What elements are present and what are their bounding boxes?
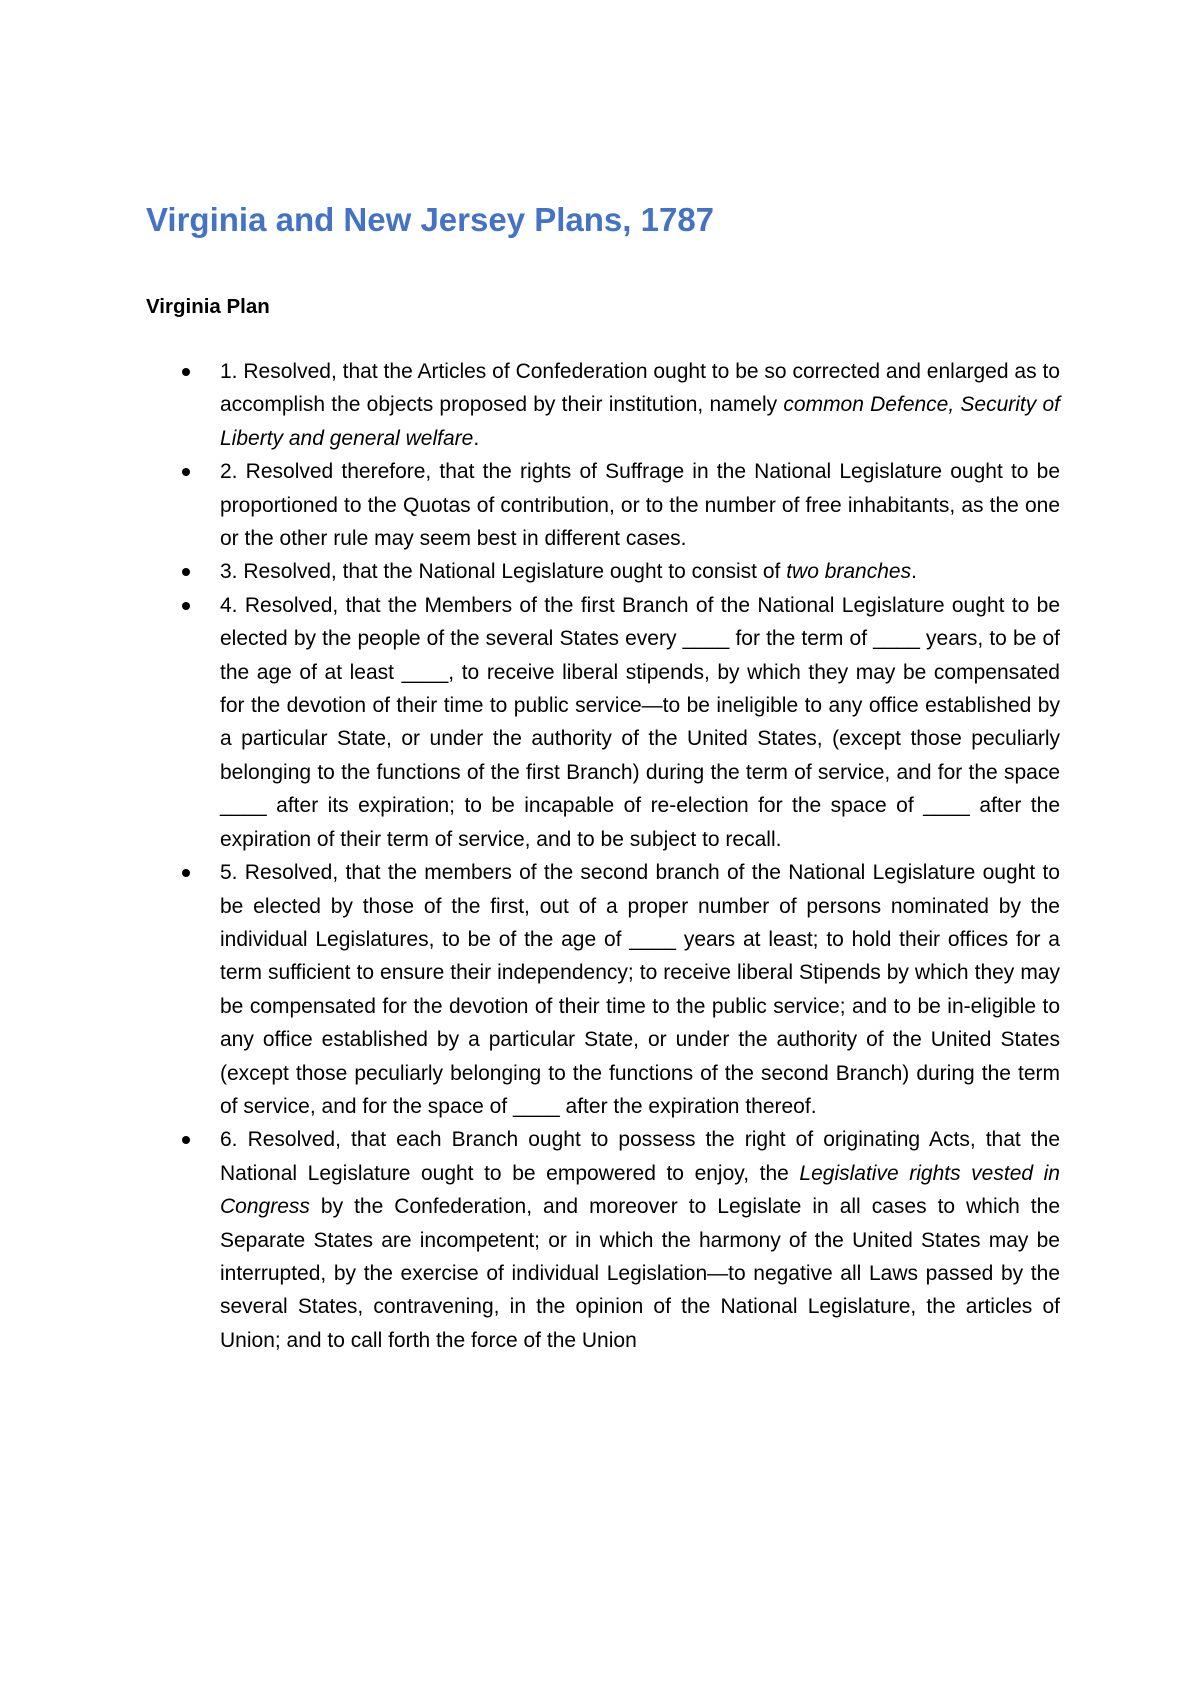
list-item <box>146 355 1060 455</box>
item-text: 6. Resolved, that each Branch ought to possess the right of originating Acts, that the National Legislature ought to be empowered to enjoy, the Legislative rights vested in Congress by the Confederation, and moreover to Legislate in all cases to which the Separate States are incompetent; or in which the harmony of the United States may be interrupted, by the exercise of individual Legislation—to negative all Laws passed by the several States, contravening, in the opinion of the National Legislature, the articles of Union; and to call forth the force of the Union <box>220 1128 1060 1352</box>
section-heading: Virginia Plan <box>146 295 270 318</box>
item-text: 5. Resolved, that the members of the second branch of the National Legislature ought to be elected by those of the first, out of a proper number of persons nominated by the individual Legislatures, to be of the age of ____ years at least; to hold their offices for a term sufficient to ensure their independency; to receive liberal Stipends by which they may be compensated for the devotion of their time to the public service; and to be in-eligible to any office established by a particular State, or under the authority of the United States (except those peculiarly belonging to the functions of the second Branch) during the term of service, and for the space of ____ after the expiration thereof. <box>220 861 1060 1118</box>
bullet-icon <box>182 468 190 476</box>
italic-text: common Defence, Security of Liberty and general welfare <box>220 393 1061 450</box>
item-text: 4. Resolved, that the Members of the first Branch of the National Legislature ought to be elected by the people of the several States every ____ for the term of ____ years, to be of the age of at least ____, to receive liberal stipends, by which they may be compensated for the devotion of their time to public service—to be ineligible to any office established by a particular State, or under the authority of the United States, (except those peculiarly belonging to the functions of the first Branch) during the term of service, and for the space ____ after its expiration; to be incapable of re-election for the space of ____ after the expiration of their term of service, and to be subject to recall. <box>220 593 1060 851</box>
bullet-icon <box>182 602 190 610</box>
bullet-icon <box>182 568 190 576</box>
italic-text: two branches <box>786 560 912 584</box>
list-item <box>146 1123 1060 1357</box>
item-text: 1. Resolved, that the Articles of Confederation ought to be so corrected and enlarged as to accomplish the objects proposed by their institution, namely common Defence, Security of Liberty and general welfare. <box>220 360 1061 450</box>
list-item <box>146 589 1060 856</box>
list-item <box>146 555 1060 588</box>
item-text: 3. Resolved, that the National Legislature ought to consist of two branches. <box>220 560 917 584</box>
bullet-icon <box>182 1136 190 1144</box>
list-item <box>146 856 1060 1123</box>
item-text: 2. Resolved therefore, that the rights of Suffrage in the National Legislature ought to be proportioned to the Quotas of contribution, or to the number of free inhabitants, as the one or the other rule may seem best in different cases. <box>220 460 1060 551</box>
bullet-icon <box>182 368 190 376</box>
list-item <box>146 455 1060 555</box>
italic-text: Legislative rights vested in Congress <box>220 1161 1060 1219</box>
resolution-list <box>146 355 1060 1357</box>
bullet-icon <box>182 869 190 877</box>
document-title: Virginia and New Jersey Plans, 1787 <box>146 201 715 238</box>
